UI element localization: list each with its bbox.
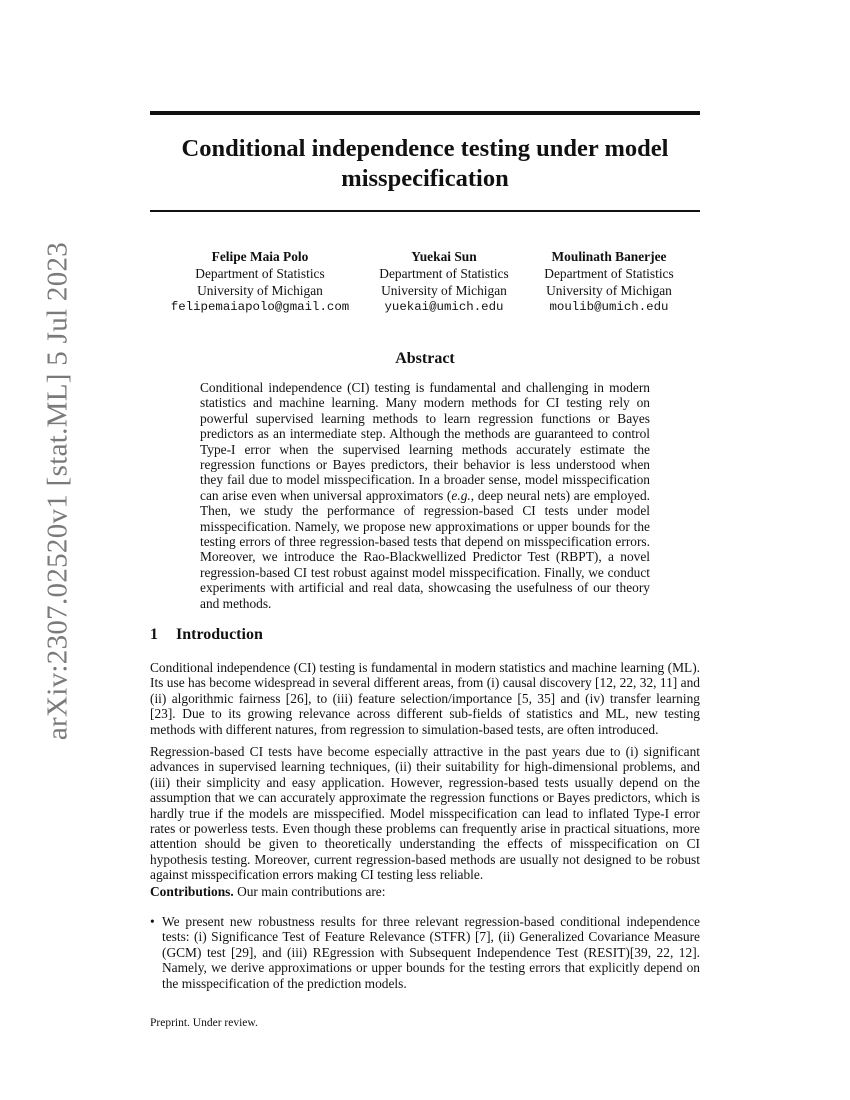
author-university: University of Michigan <box>197 283 323 298</box>
author-email: felipemaiapolo@gmail.com <box>170 300 350 314</box>
author-name: Felipe Maia Polo <box>211 249 309 264</box>
author-department: Department of Statistics <box>379 266 509 281</box>
title-bottom-rule <box>150 210 700 212</box>
author-name: Moulinath Banerjee <box>551 249 667 264</box>
abstract-eg: e.g. <box>451 487 471 503</box>
author-department: Department of Statistics <box>195 266 325 281</box>
author-university: University of Michigan <box>381 283 507 298</box>
author-name: Yuekai Sun <box>411 249 477 264</box>
author-email: yuekai@umich.edu <box>384 300 504 314</box>
abstract-heading: Abstract <box>395 350 455 367</box>
abstract-text-part-b: , deep neural nets) are employed. Then, we study the performance of regression-based CI tests under model misspecification. Namely, we propose new approximations or upper bounds for the testing errors of three regression-based tests that depend on misspecification errors. Moreover, we introduce the Rao-Blackwellized Predictor Test (RBPT), a novel regression-based CI test robust against model misspecification. Finally, we conduct experiments with artificial and real data, showcasing the usefulness of our theory and methods. <box>200 487 650 611</box>
author-university: University of Michigan <box>546 283 672 298</box>
author-block-1 <box>170 248 350 316</box>
author-email: moulib@umich.edu <box>549 300 669 314</box>
arxiv-side-label: arXiv:2307.02520v1 [stat.ML] 5 Jul 2023 <box>41 241 74 741</box>
title-top-rule <box>150 111 700 115</box>
abstract-body <box>200 380 650 611</box>
section-number: 1 <box>150 626 158 643</box>
section-title: Introduction <box>176 626 263 643</box>
page-footer: Preprint. Under review. <box>150 1017 258 1029</box>
intro-paragraph-2: Regression-based CI tests have become especially attractive in the past years due to (i) significant advances in supervised learning techniques, (ii) their suitability for high-dimensional problems, and (iii) their simplicity and easy application. However, regression-based tests usually depend on the assumption that we can accurately approximate the regression functions or Bayes predictors, which is hardly true if the models are misspecified. Model misspecification can lead to inflated Type-I error rates or powerless tests. Even though these problems can frequently arise in practical situations, more attention should be given to theoretically understanding the effects of misspecification on CI hypothesis testing. Moreover, current regression-based methods are usually not designed to be robust against misspecification errors making CI testing less reliable. <box>150 744 700 883</box>
abstract-text-part-a: Conditional independence (CI) testing is fundamental and challenging in modern statistics and machine learning. Many modern methods for CI testing rely on powerful supervised learning methods to learn regression functions or Bayes predictors as an intermediate step. Although the methods are guaranteed to control Type-I error when the supervised learning methods accurately estimate the regression functions or Bayes predictors, their behavior is less understood when they fail due to model misspecification. In a broader sense, model misspecification can arise even when universal approximators ( <box>200 380 650 503</box>
section-heading <box>150 626 263 644</box>
author-block-3 <box>533 248 685 316</box>
contributions-label: Contributions. <box>150 884 234 899</box>
contributions-paragraph <box>150 884 700 899</box>
bullet-text: We present new robustness results for three relevant regression-based conditional independence tests: (i) Significance Test of Feature Relevance (STFR) [7], (ii) Generalized Covariance Measure (GCM) test [29], and (iii) REgression with Subsequent Independence Test (RESIT)[39, 22, 12]. Namely, we derive approximations or upper bounds for the testing errors that explicitly depend on the misspecification of the prediction models. <box>162 914 700 991</box>
bullet-icon: • <box>150 914 155 929</box>
intro-paragraph-1: Conditional independence (CI) testing is fundamental in modern statistics and machine learning (ML). Its use has become widespread in several different areas, from (i) causal discovery [12, 22, 32, 11] and (ii) algorithmic fairness [26], to (iii) feature selection/importance [5, 35] and (iv) transfer learning [23]. Due to its growing relevance across different sub-fields of statistics and ML, new testing methods with different natures, from regression to simulation-based tests, are often introduced. <box>150 660 700 737</box>
author-department: Department of Statistics <box>544 266 674 281</box>
author-block-2 <box>369 248 519 316</box>
contributions-lead: Our main contributions are: <box>233 884 386 899</box>
paper-title: Conditional independence testing under model misspecification <box>181 135 669 192</box>
